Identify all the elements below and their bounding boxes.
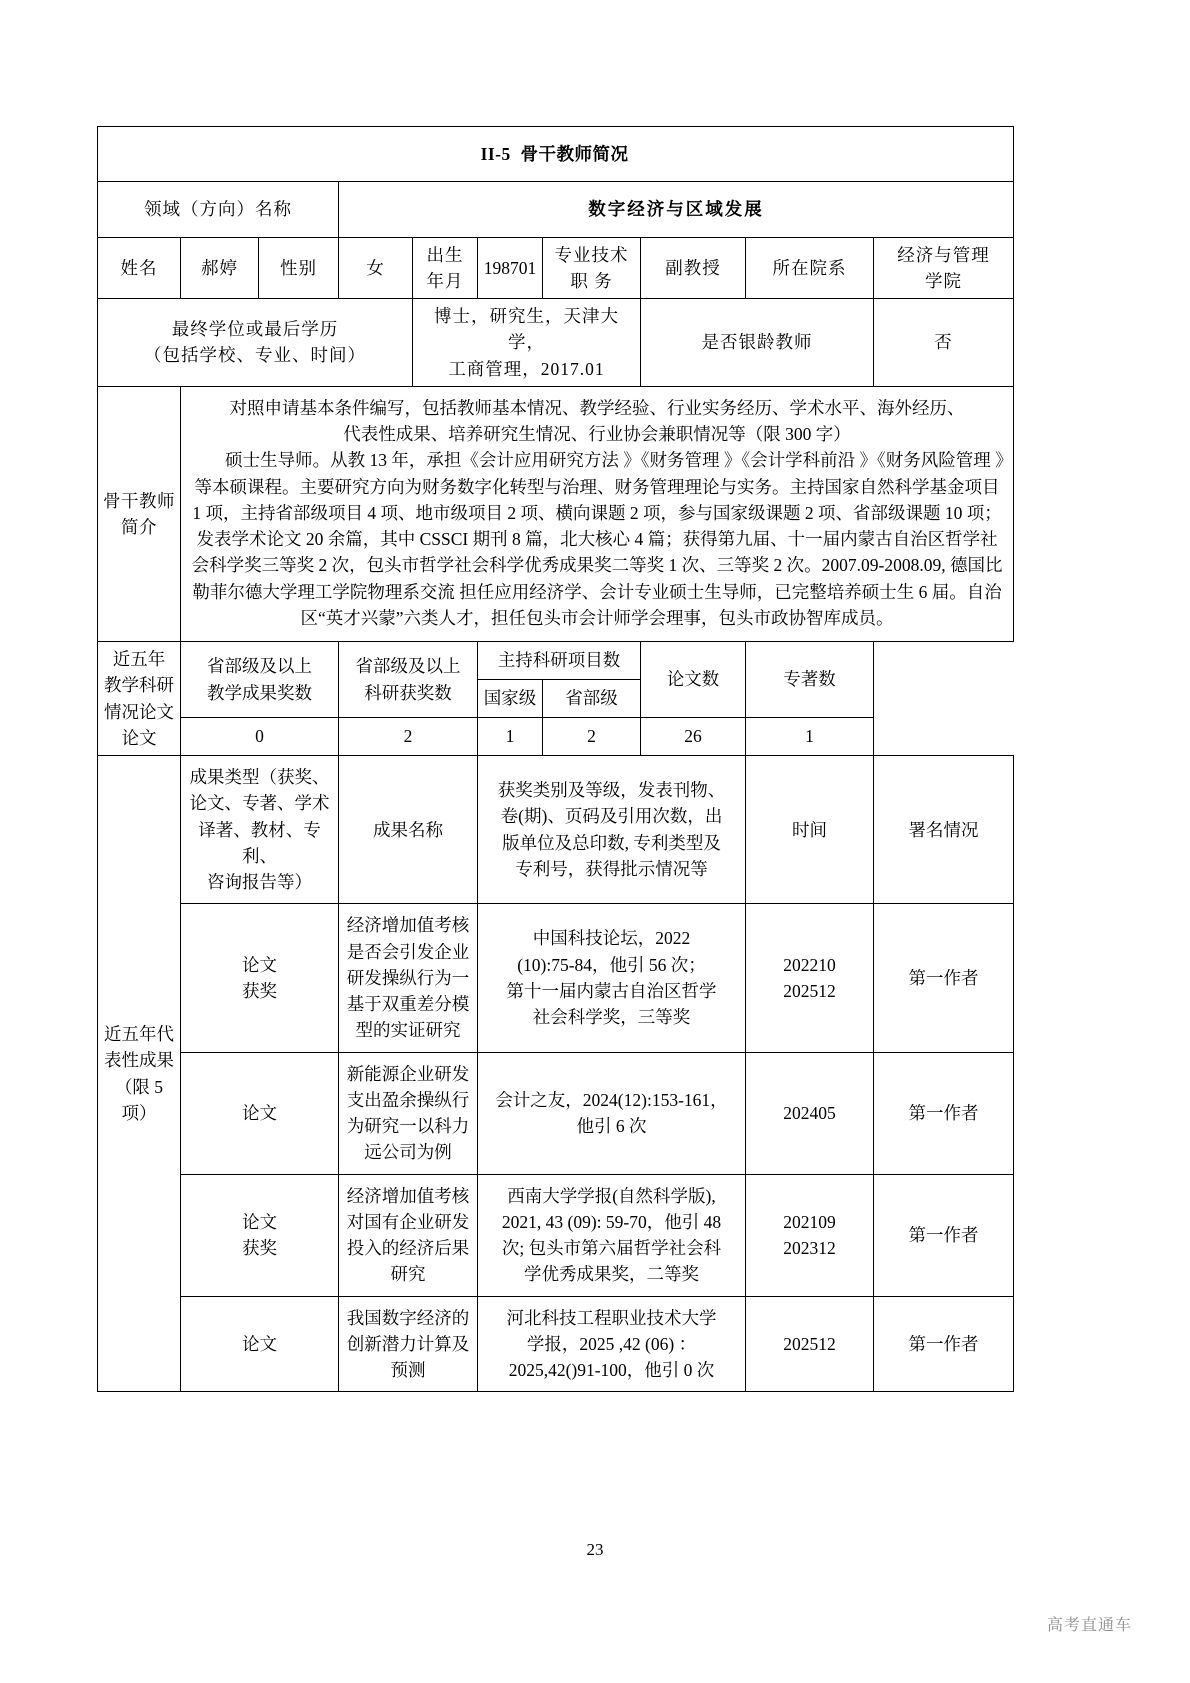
birth-label	[413, 237, 478, 299]
degree-label-line2: （包括学校、专业、时间）	[144, 345, 366, 366]
main-table	[97, 126, 1014, 1392]
stats-row-label-line4: 论文	[121, 727, 157, 748]
achievement-name-line3: 投入的经济后果	[346, 1238, 470, 1258]
achievement-detail-line1: 会计之友，2024(12):153-161，	[495, 1089, 728, 1110]
achievement-time: 202405	[746, 1052, 874, 1174]
birth-label-line2: 年月	[426, 270, 464, 291]
achievement-detail-line3: 2025,42()91-100，他引 0 次	[508, 1360, 715, 1380]
stats-header-monographs: 专著数	[746, 642, 874, 718]
achievement-type: 论文	[181, 1296, 339, 1392]
achievement-row	[98, 1174, 1014, 1296]
achievement-detail	[478, 1052, 746, 1174]
watermark: 高考直通车	[1046, 1617, 1132, 1634]
achievements-header-detail-line3: 版单位及总印数, 专利类型及	[502, 832, 721, 853]
achievement-time-line2: 202312	[783, 1238, 836, 1258]
prof-title-label-line1: 专业技术	[554, 244, 629, 265]
achievement-type: 论文	[181, 1052, 339, 1174]
stats-header-projects-national: 国家级	[478, 680, 543, 718]
achievement-name-line4: 远公司为例	[364, 1142, 452, 1163]
stats-value-teaching-award: 0	[181, 718, 339, 756]
gender-value: 女	[339, 237, 413, 299]
prof-title-label-line2: 职 务	[570, 270, 613, 291]
gender-label: 性别	[259, 237, 339, 299]
achievement-time-line1: 202210	[783, 954, 836, 975]
field-row	[98, 182, 1014, 237]
achievement-name-line2: 对国有企业研发	[346, 1211, 470, 1232]
biography-instruction-line1: 对照申请基本条件编写，包括教师基本情况、教学经验、行业实务经历、学术水平、海外经历、	[229, 397, 965, 418]
stats-row-label-line1: 近五年	[112, 649, 166, 669]
name-label: 姓名	[98, 237, 181, 299]
achievements-row-label	[98, 756, 181, 1392]
stats-header-projects-provincial: 省部级	[543, 680, 641, 718]
achievements-header-detail-line4: 专利号，获得批示情况等	[515, 858, 708, 879]
achievement-detail-line4: 社会科学奖，三等奖	[532, 1007, 691, 1028]
biography-instruction-line2: 代表性成果、培养研究生情况、行业协会兼职情况等（限 300 字）	[343, 424, 851, 444]
degree-label	[98, 299, 413, 387]
achievements-header-type-line3: 译著、教材、专利、	[198, 819, 321, 866]
degree-value-line1: 博士，研究生，天津大学，	[434, 306, 619, 353]
achievement-name-line2: 是否会引发企业	[346, 941, 470, 962]
achievement-detail-line3: 第十一届内蒙古自治区哲学	[506, 980, 717, 1001]
achievement-name-line2: 支出盈余操纵行	[346, 1089, 470, 1110]
stats-row-label-line2: 教学科研	[104, 675, 174, 696]
achievement-detail	[478, 1174, 746, 1296]
birth-label-line1: 出生	[426, 244, 464, 265]
achievement-row	[98, 904, 1014, 1052]
achievement-name-line5: 型的实证研究	[355, 1020, 461, 1041]
achievements-header-detail-line2: 卷(期)、页码及引用次数，出	[500, 806, 723, 827]
achievement-detail-line2: (10):75-84，他引 56 次；	[517, 954, 706, 975]
senior-teacher-label: 是否银龄教师	[641, 299, 874, 387]
stats-values-row	[98, 718, 1014, 756]
stats-row-label-line3: 情况论文	[104, 701, 174, 722]
achievement-name-line1: 经济增加值考核	[346, 915, 470, 936]
achievement-time-line2: 202512	[783, 980, 836, 1001]
stats-header-research-award	[339, 642, 478, 718]
achievement-row	[98, 1052, 1014, 1174]
biography-label	[98, 386, 181, 641]
achievement-detail	[478, 904, 746, 1052]
achievements-header-type-line1: 成果类型（获奖、	[189, 767, 330, 787]
achievement-time	[746, 1174, 874, 1296]
stats-value-projects-provincial: 2	[543, 718, 641, 756]
department-value	[874, 237, 1014, 299]
biography-row	[98, 386, 1014, 641]
achievements-header-detail	[478, 756, 746, 904]
achievement-row	[98, 1296, 1014, 1392]
stats-header-projects-group: 主持科研项目数	[478, 642, 641, 680]
department-label: 所在院系	[746, 237, 874, 299]
stats-value-projects-national: 1	[478, 718, 543, 756]
prof-title-label	[543, 237, 641, 299]
biography-label-line1: 骨干教师	[103, 490, 175, 511]
achievement-type-line1: 论文	[242, 1211, 277, 1232]
birth-value: 198701	[478, 237, 543, 299]
stats-header-research-award-line2: 科研获奖数	[364, 682, 452, 703]
achievements-header-signature: 署名情况	[874, 756, 1014, 904]
achievement-signature: 第一作者	[874, 1052, 1014, 1174]
degree-value-line2: 工商管理，2017.01	[448, 358, 605, 379]
stats-header-teaching-award	[181, 642, 339, 718]
achievement-type	[181, 904, 339, 1052]
achievements-header-time: 时间	[746, 756, 874, 904]
achievement-name-line1: 新能源企业研发	[346, 1063, 470, 1084]
achievement-name-line3: 为研究一以科力	[346, 1116, 470, 1136]
achievements-header-type-line4: 咨询报告等）	[207, 872, 312, 892]
department-value-line2: 学院	[925, 270, 963, 291]
achievement-time-line1: 202109	[783, 1211, 836, 1232]
achievement-detail-line1: 中国科技论坛，2022	[532, 928, 691, 949]
achievement-name	[339, 1174, 478, 1296]
name-value: 郝婷	[181, 237, 259, 299]
achievements-header-type	[181, 756, 339, 904]
achievement-name-line3: 预测	[390, 1360, 426, 1380]
biography-text: 硕士生导师。从教 13 年，承担《会计应用研究方法 》《财务管理 》《会计学科前沿 》《财务风险管理 》等本硕课程。主要研究方向为财务数字化转型与治理、财务管理理论与实务。主持国家自然科学基金项目 1 项，主持省部级项目 4 项、地市级项目 2 项、横向课题 2 项，参与国家级课题 2 项、省部级课题 10 项；发表学术论文 20 余篇，其中 CSSCI 期刊 8 篇，北大核心 4 篇；获得第九届、十一届内蒙古自治区哲学社会科学奖三等奖 2 次，包头市哲学社会科学优秀成果奖二等奖 1 次、三等奖 2 次。2007.09-2008.09, 德国比勒菲尔德大学理工学院物理系交流 担任应用经济学、会计专业硕士生导师，已完整培养硕士生 6 届。自治区“英才兴蒙”六类人才，担任包头市会计师学会理事，包头市政协智库成员。	[191, 450, 1004, 628]
degree-label-line1: 最终学位或最后学历	[171, 319, 339, 340]
achievements-row-label-line3: （限 5 项）	[114, 1076, 164, 1123]
biography-label-line2: 简介	[121, 516, 157, 537]
stats-header-teaching-award-line1: 省部级及以上	[207, 656, 312, 677]
page-number: 23	[586, 1540, 604, 1559]
achievement-type	[181, 1174, 339, 1296]
person-row	[98, 237, 1014, 299]
biography-body	[181, 386, 1014, 641]
stats-header-papers: 论文数	[641, 642, 746, 718]
achievements-header-type-line2: 论文、专著、学术	[189, 793, 330, 814]
achievement-detail-line1: 河北科技工程职业技术大学	[506, 1307, 717, 1328]
stats-header-teaching-award-line2: 教学成果奖数	[207, 682, 312, 703]
achievement-signature: 第一作者	[874, 1296, 1014, 1392]
achievement-name-line4: 研究	[390, 1264, 426, 1285]
achievement-name-line3: 研发操纵行为一	[346, 967, 470, 988]
stats-header-research-award-line1: 省部级及以上	[355, 656, 461, 677]
achievement-name-line2: 创新潜力计算及	[346, 1333, 470, 1354]
achievement-type-line2: 获奖	[242, 1238, 277, 1258]
achievement-detail-line4: 学优秀成果奖，二等奖	[524, 1264, 699, 1285]
prof-title-value: 副教授	[641, 237, 746, 299]
achievement-detail-line2: 2021, 43 (09): 59-70，他引 48	[501, 1211, 722, 1232]
achievement-name	[339, 904, 478, 1052]
achievement-type-line1: 论文	[242, 954, 277, 975]
achievement-signature: 第一作者	[874, 904, 1014, 1052]
stats-row-label	[98, 642, 181, 756]
achievement-name	[339, 1052, 478, 1174]
achievement-detail-line3: 次; 包头市第六届哲学社会科	[501, 1238, 722, 1258]
achievement-detail	[478, 1296, 746, 1392]
achievement-name-line1: 经济增加值考核	[346, 1185, 470, 1206]
degree-value	[413, 299, 641, 387]
field-value: 数字经济与区域发展	[339, 182, 1014, 237]
section-title-cell	[98, 127, 1014, 182]
achievement-type-line2: 获奖	[242, 980, 277, 1001]
degree-row	[98, 299, 1014, 387]
achievements-header-detail-line1: 获奖类别及等级，发表刊物、	[497, 780, 726, 801]
achievement-name-line1: 我国数字经济的	[346, 1307, 470, 1328]
achievements-row-label-line2: 表性成果	[104, 1050, 174, 1071]
senior-teacher-value: 否	[874, 299, 1014, 387]
stats-header-row-1	[98, 642, 1014, 680]
achievement-detail-line2: 他引 6 次	[576, 1116, 647, 1136]
section-number: II-5	[480, 144, 511, 164]
field-label: 领域（方向）名称	[98, 182, 339, 237]
achievement-detail-line2: 学报，2025 ,42 (06) ：	[526, 1333, 697, 1354]
achievement-time: 202512	[746, 1296, 874, 1392]
achievement-signature: 第一作者	[874, 1174, 1014, 1296]
achievements-row-label-line1: 近五年代	[104, 1024, 174, 1045]
achievement-time	[746, 904, 874, 1052]
stats-value-papers: 26	[641, 718, 746, 756]
stats-value-research-award: 2	[339, 718, 478, 756]
achievement-name-line4: 基于双重差分模	[346, 994, 470, 1014]
achievements-header-name: 成果名称	[339, 756, 478, 904]
section-title-row	[98, 127, 1014, 182]
teacher-profile-table	[97, 126, 1013, 1392]
achievement-detail-line1: 西南大学学报(自然科学版),	[507, 1185, 716, 1206]
stats-value-monographs: 1	[746, 718, 874, 756]
section-title-text: 骨干教师简况	[520, 144, 629, 164]
achievements-header-row	[98, 756, 1014, 904]
achievement-name	[339, 1296, 478, 1392]
department-value-line1: 经济与管理	[897, 244, 990, 265]
